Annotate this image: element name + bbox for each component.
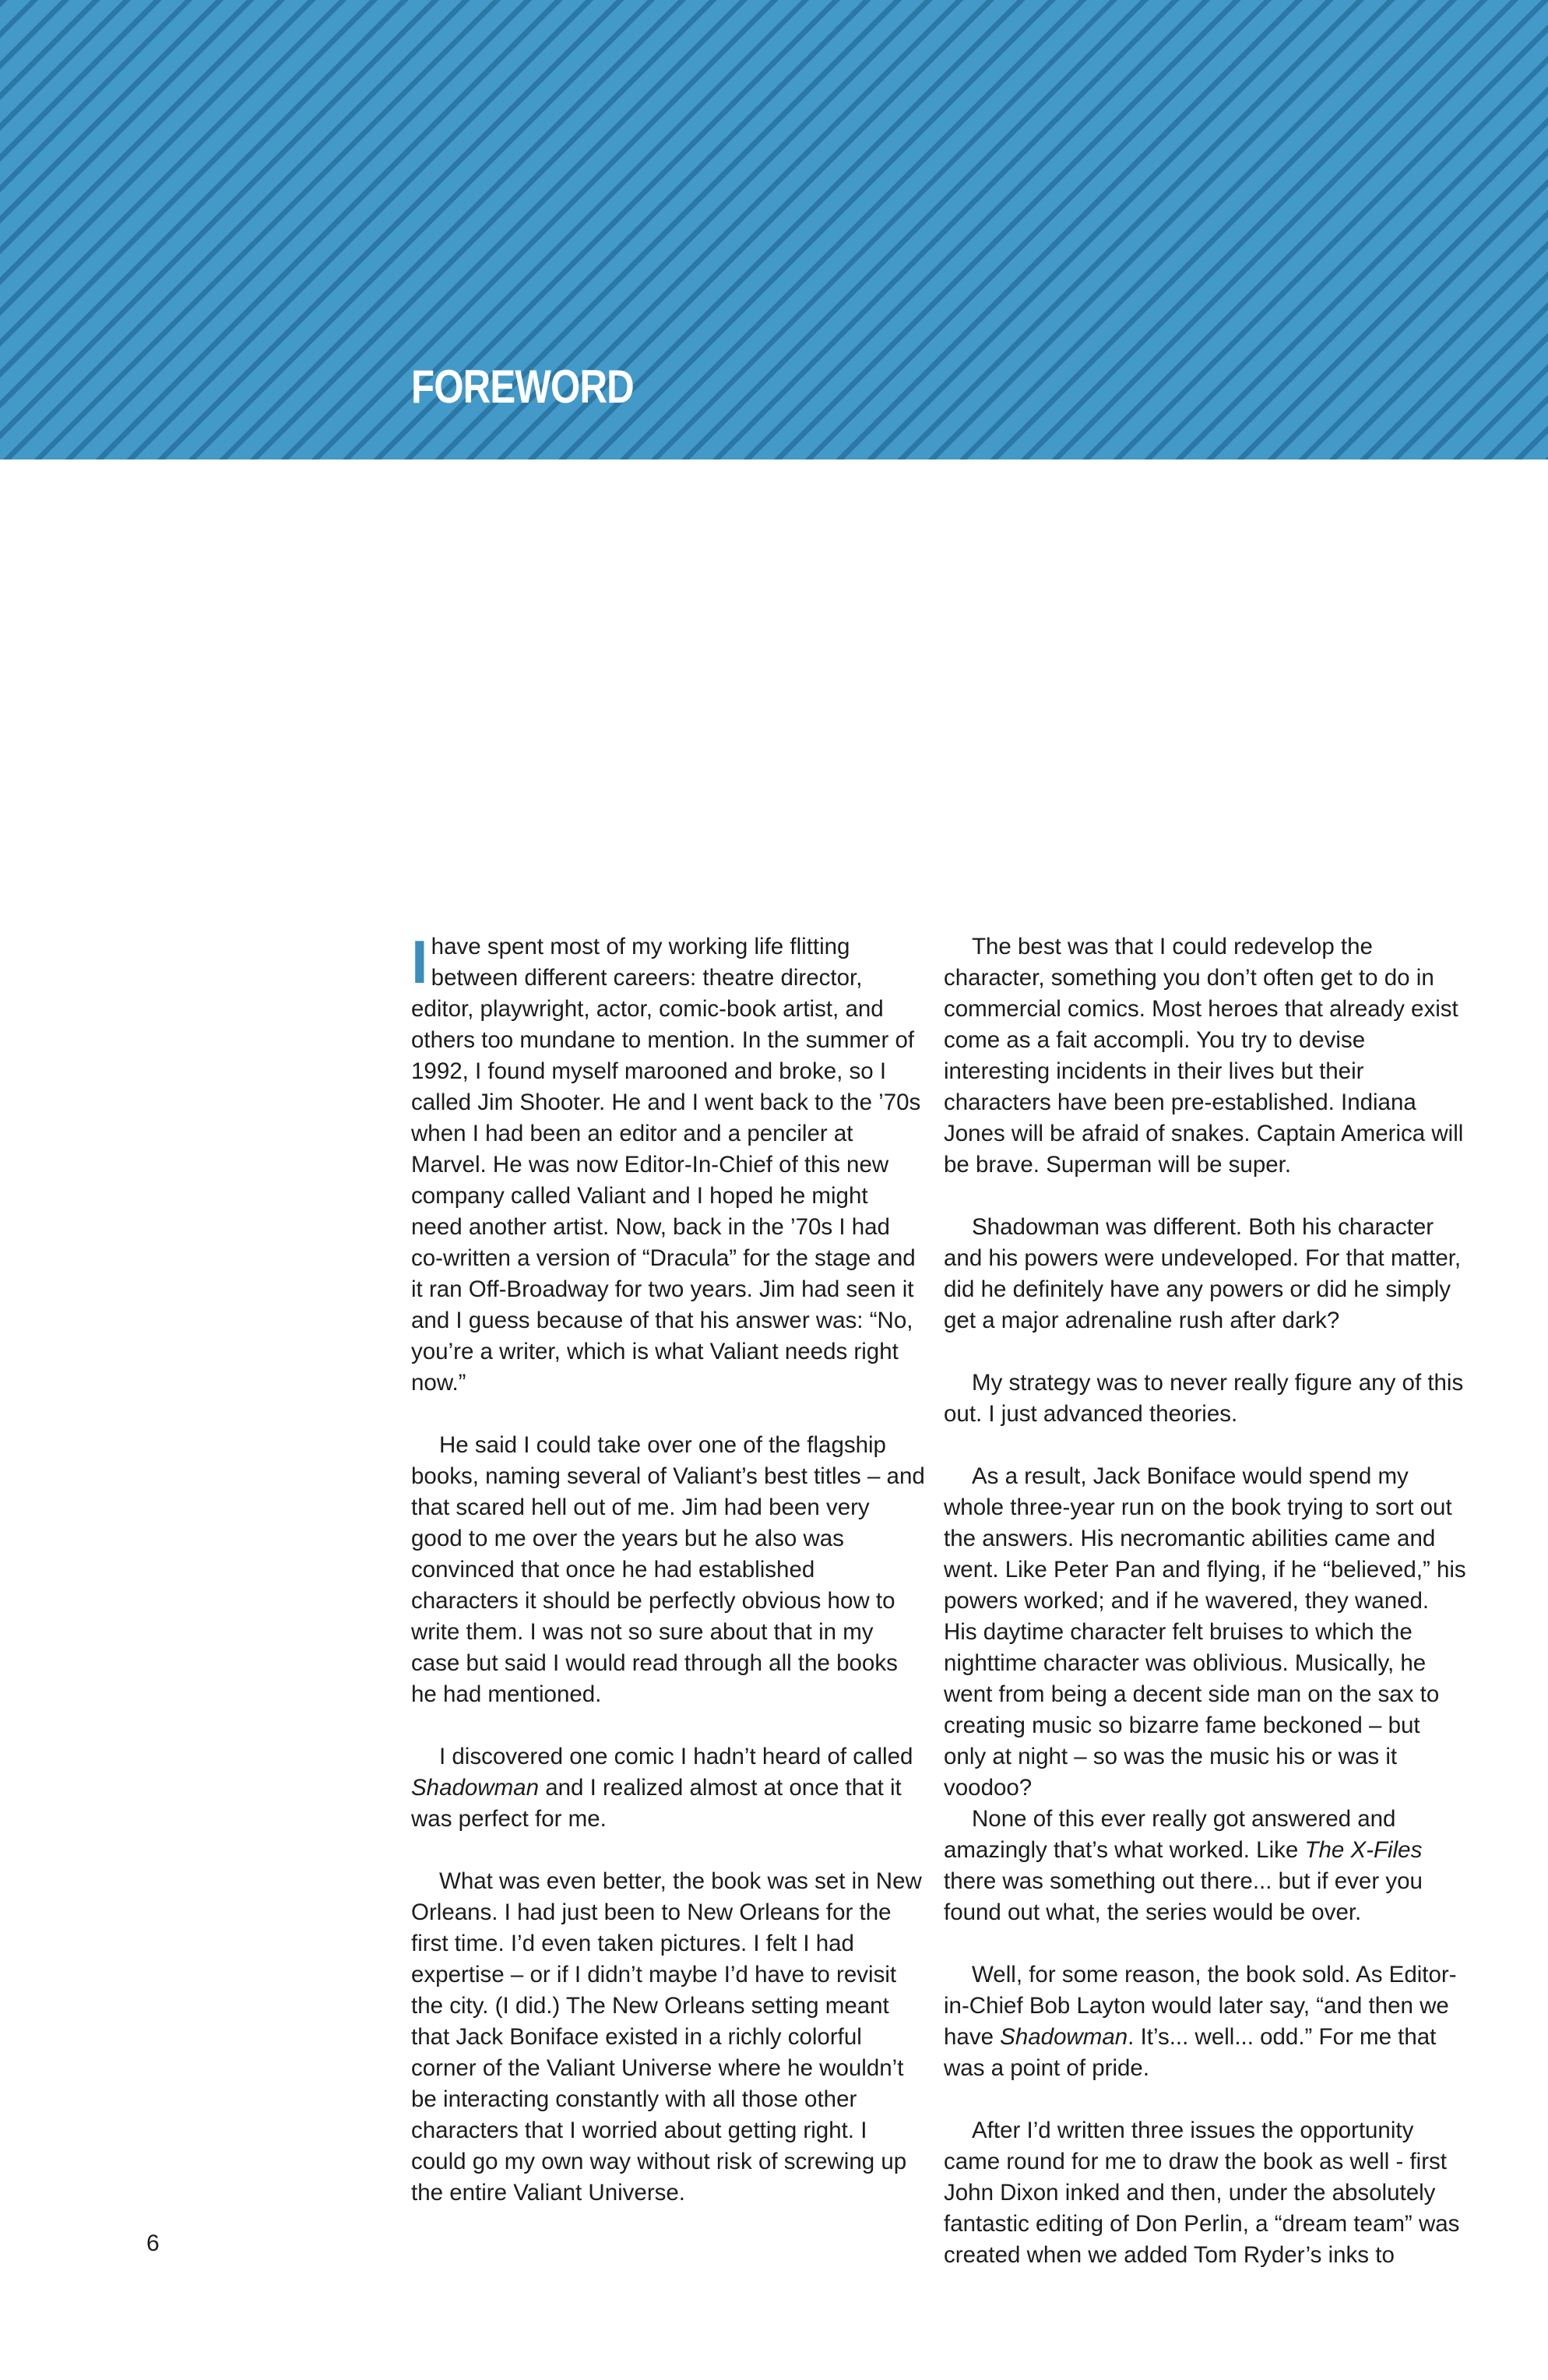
paragraph-9-text-a: None of this ever really got answered and amazingly that’s what worked. Like — [944, 1806, 1396, 1863]
paragraph-2: He said I could take over one of the flagship books, naming several of Valiant’s best titles – and that scared hell out of me. Jim had been very good to me over the years but he also was convinced that once he had established characters it should be perfectly obvious how to write them. I was not so sure about that in my case but said I would read through all the books he had mentioned. — [411, 1432, 925, 1707]
paragraph-10 — [944, 1959, 1467, 2084]
page-number: 6 — [146, 2230, 160, 2256]
paragraph-6: Shadowman was different. Both his character and his powers were undeveloped. For that matter, did he definitely have any powers or did he simply get a major adrenaline rush after dark? — [944, 1214, 1462, 1333]
paragraph-10-text-a: Well, for some reason, the book sold. As Editor-in-Chief Bob Layton would later say, “and then we have — [944, 1962, 1457, 2050]
paragraph-9 — [944, 1804, 1467, 1928]
paragraph-11: After I’d written three issues the opportunity came round for me to draw the book as well - first John Dixon inked and then, under the absolutely fantastic editing of Don Perlin, a “dream team” was created when we added Tom Ryder’s inks to — [944, 2118, 1460, 2268]
paragraph-9-text-b: there was something out there... but if ever you found out what, the series would be over. — [944, 1868, 1423, 1925]
paragraph-3-text-a: I discovered one comic I hadn’t heard of called — [439, 1744, 913, 1769]
page-title: FOREWORD — [411, 361, 634, 413]
drop-cap: I — [411, 928, 428, 996]
show-title-x-files: The X-Files — [1304, 1837, 1423, 1863]
left-column — [411, 928, 925, 2209]
paragraph-8: As a result, Jack Boniface would spend my whole three-year run on the book trying to sort out the answers. His necromantic abilities came and went. Like Peter Pan and flying, if he “believed,” his powers worked; and if he wavered, they waned. His daytime character felt bruises to which the nighttime character was oblivious. Musically, he went from being a decent side man on the sax to creating music so bizarre fame beckoned – but only at night – so was the music his or was it voodoo? — [944, 1463, 1466, 1801]
paragraph-7: My strategy was to never really figure any of this out. I just advanced theories. — [944, 1370, 1464, 1427]
paragraph-4: What was even better, the book was set in New Orleans. I had just been to New Orleans for the first time. I’d even taken pictures. I felt I had expertise – or if I didn’t maybe I’d have to revisit the city. (I did.) The New Orleans setting meant that Jack Boniface existed in a richly colorful corner of the Valiant Universe where he wouldn’t be interacting constantly with all those other characters that I worried about getting right. I could go my own way without risk of screwing up the entire Valiant Universe. — [411, 1868, 922, 2206]
header-banner — [0, 0, 1548, 459]
paragraph-3-text-b: and I realized almost at once that it was perfect for me. — [411, 1775, 902, 1832]
paragraph-5: The best was that I could redevelop the character, something you don’t often get to do in commercial comics. Most heroes that already exist come as a fait accompli. You try to devise interesting incidents in their lives but their characters have been pre-established. Indiana Jones will be afraid of snakes. Captain America will be brave. Superman will be super. — [944, 934, 1464, 1178]
right-column — [944, 931, 1467, 2271]
paragraph-10-text-b: . It’s... well... odd.” For me that was a point of pride. — [944, 2024, 1437, 2081]
paragraph-3 — [411, 1741, 925, 1835]
book-title-shadowman-2: Shadowman — [1000, 2024, 1128, 2050]
paragraph-1 — [411, 928, 925, 1399]
book-title-shadowman: Shadowman — [411, 1775, 539, 1801]
paragraph-1-text: have spent most of my working life flitting between different careers: theatre director, editor, playwright, actor, comic-book artist, and others too mundane to mention. In the summer of 1992, I found myself marooned and broke, so I called Jim Shooter. He and I went back to the ’70s when I had been an editor and a penciler at Marvel. He was now Editor-In-Chief of this new company called Valiant and I hoped he might need another artist. Now, back in the ’70s I had co-written a version of “Dracula” for the stage and it ran Off-Broadway for two years. Jim had seen it and I guess because of that his answer was: “No, you’re a writer, which is what Valiant needs right now.” — [411, 934, 921, 1396]
